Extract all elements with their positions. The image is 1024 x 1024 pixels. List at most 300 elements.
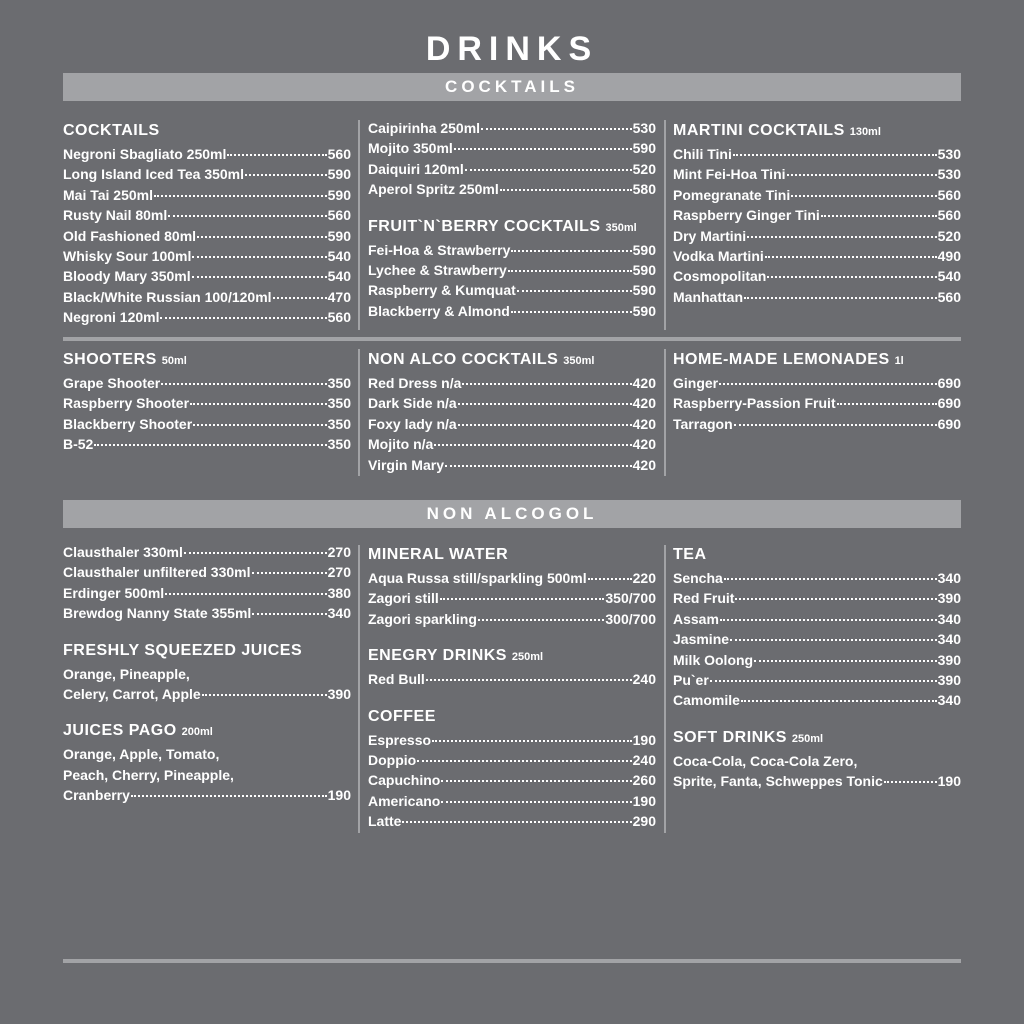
menu-item	[63, 785, 351, 805]
menu-item	[63, 307, 351, 327]
column-divider	[358, 349, 360, 476]
item-price: 390	[937, 590, 961, 607]
item-price: 490	[937, 247, 961, 264]
menu-section	[673, 725, 961, 792]
item-name: Long Island Iced Tea 350ml	[63, 166, 245, 183]
bottom-col-2	[368, 542, 656, 846]
dot-leader	[454, 147, 632, 150]
dot-leader	[432, 739, 632, 742]
dot-leader	[193, 423, 326, 426]
item-price: 240	[632, 751, 656, 768]
menu-item	[368, 301, 656, 321]
dot-leader	[465, 168, 632, 171]
item-price: 420	[632, 436, 656, 453]
section-title-text: HOME-MADE LEMONADES	[673, 351, 890, 368]
item-name: Virgin Mary	[368, 456, 444, 473]
item-price: 540	[327, 247, 351, 264]
section-title	[673, 347, 961, 373]
item-price: 690	[937, 375, 961, 391]
dot-leader	[462, 382, 631, 385]
menu-section	[673, 118, 961, 307]
dot-leader	[744, 296, 937, 299]
item-price: 590	[632, 140, 656, 157]
menu-item	[63, 205, 351, 225]
menu-section	[368, 704, 656, 832]
item-price: 390	[937, 671, 961, 688]
item-price: 560	[937, 186, 961, 203]
menu-item	[673, 185, 961, 205]
item-price: 470	[327, 288, 351, 305]
item-name: Aperol Spritz 250ml	[368, 181, 499, 198]
dot-leader	[508, 269, 632, 272]
dot-leader	[747, 235, 937, 238]
menu-item	[673, 588, 961, 608]
item-price: 530	[937, 146, 961, 162]
dot-leader	[837, 402, 937, 405]
section-title-text: ENEGRY DRINKS	[368, 647, 507, 665]
dot-leader	[184, 551, 327, 554]
section-title	[673, 725, 961, 751]
column-divider	[664, 545, 666, 833]
menu-section	[673, 347, 961, 434]
item-price: 420	[632, 395, 656, 412]
item-price: 520	[632, 160, 656, 177]
menu-item	[673, 568, 961, 588]
top-col-1	[63, 118, 351, 342]
menu-item	[368, 138, 656, 158]
section-title	[368, 542, 656, 568]
dot-leader	[458, 423, 632, 426]
item-price: 190	[937, 773, 961, 790]
menu-section	[368, 347, 656, 475]
item-price: 560	[327, 207, 351, 224]
item-name: Camomile	[673, 692, 740, 709]
section-title	[63, 638, 351, 664]
menu-item-line: Coca-Cola, Coca-Cola Zero,	[673, 752, 858, 769]
item-name: Rusty Nail 80ml	[63, 207, 168, 224]
menu-item	[673, 393, 961, 413]
item-price: 420	[632, 456, 656, 473]
item-name: Red Bull	[368, 671, 425, 688]
item-name: Sencha	[673, 570, 723, 586]
item-name: Mai Tai 250ml	[63, 186, 154, 203]
dot-leader	[273, 296, 327, 299]
item-name: Pomegranate Tini	[673, 186, 791, 203]
dot-leader	[481, 127, 632, 130]
item-price: 560	[327, 309, 351, 326]
column-divider	[664, 120, 666, 330]
menu-item-line: Peach, Cherry, Pineapple,	[63, 766, 234, 783]
menu-item	[673, 373, 961, 393]
item-price: 390	[327, 685, 351, 702]
dot-leader	[720, 618, 937, 621]
section-title-text: SOFT DRINKS	[673, 728, 787, 746]
dot-leader	[202, 693, 327, 696]
item-name: Dry Martini	[673, 227, 747, 244]
item-name: Whisky Sour 100ml	[63, 247, 192, 264]
dot-leader	[426, 678, 632, 681]
item-price: 340	[937, 610, 961, 627]
menu-item	[63, 164, 351, 184]
section-title-text: JUICES PAGO	[63, 722, 177, 740]
item-name: Mojito n/a	[368, 436, 434, 453]
dot-leader	[741, 699, 937, 702]
dot-leader	[787, 173, 937, 176]
item-name: Clausthaler 330ml	[63, 544, 183, 560]
menu-item-line: Orange, Apple, Tomato,	[63, 746, 220, 763]
section-title	[368, 704, 656, 730]
dot-leader	[252, 612, 326, 615]
footer-divider	[63, 959, 961, 963]
dot-leader	[500, 188, 632, 191]
item-price: 540	[937, 268, 961, 285]
item-name: Zagori still	[368, 590, 439, 607]
dot-leader	[821, 214, 937, 217]
item-price: 390	[937, 651, 961, 668]
item-price: 270	[327, 544, 351, 560]
section-title-text: COCKTAILS	[63, 122, 160, 139]
dot-leader	[160, 316, 326, 319]
item-price: 290	[632, 813, 656, 830]
menu-item	[673, 629, 961, 649]
menu-item	[673, 266, 961, 286]
dot-leader	[131, 794, 327, 797]
item-price: 220	[632, 570, 656, 586]
menu-item	[368, 280, 656, 300]
menu-item	[63, 185, 351, 205]
menu-item	[673, 246, 961, 266]
menu-item	[63, 542, 351, 562]
dot-leader	[588, 577, 632, 580]
mid-col-2	[368, 347, 656, 489]
menu-item	[63, 603, 351, 623]
dot-leader	[478, 618, 604, 621]
item-price: 590	[327, 227, 351, 244]
menu-item	[63, 562, 351, 582]
section-volume: 1l	[894, 355, 904, 367]
item-name: Raspberry & Kumquat	[368, 282, 516, 299]
section-volume: 250ml	[791, 732, 824, 745]
non-alcogol-band: NON ALCOGOL	[63, 500, 961, 528]
item-price: 190	[632, 731, 656, 748]
item-name: Fei-Hoa & Strawberry	[368, 241, 511, 258]
item-price: 590	[632, 261, 656, 278]
item-price: 590	[632, 302, 656, 319]
menu-item	[673, 287, 961, 307]
item-price: 190	[327, 787, 351, 804]
item-price: 690	[937, 415, 961, 432]
menu-item	[368, 260, 656, 280]
section-volume: 350ml	[563, 355, 595, 367]
dot-leader	[441, 800, 631, 803]
section-title-text: FRUIT`N`BERRY COCKTAILS	[368, 217, 601, 235]
item-name: Lychee & Strawberry	[368, 261, 507, 278]
dot-leader	[511, 310, 632, 313]
section-title	[368, 643, 656, 669]
menu-item	[368, 568, 656, 588]
item-price: 340	[327, 605, 351, 622]
section-title	[63, 347, 351, 373]
dot-leader	[511, 249, 631, 252]
item-name: Raspberry Shooter	[63, 395, 190, 412]
section-title	[368, 214, 656, 240]
item-name: Sprite, Fanta, Schweppes Tonic	[673, 773, 883, 790]
dot-leader	[445, 464, 632, 467]
menu-item	[673, 771, 961, 791]
item-price: 590	[632, 241, 656, 258]
item-name: Blackberry Shooter	[63, 415, 193, 432]
item-name: Pu`er	[673, 671, 709, 688]
menu-section	[63, 638, 351, 705]
dot-leader	[161, 382, 326, 385]
item-name: Cranberry	[63, 787, 130, 804]
mid-col-1	[63, 347, 351, 469]
item-price: 260	[632, 772, 656, 789]
item-price: 240	[632, 671, 656, 688]
menu-section	[63, 118, 351, 328]
item-name: Blackberry & Almond	[368, 302, 510, 319]
dot-leader	[735, 597, 936, 600]
item-name: Clausthaler unfiltered 330ml	[63, 564, 251, 581]
item-name: Manhattan	[673, 288, 743, 305]
item-name: Tarragon	[673, 415, 733, 432]
item-name: B-52	[63, 436, 94, 453]
item-price: 350	[327, 415, 351, 432]
item-name: Aqua Russa still/sparkling 500ml	[368, 570, 587, 586]
column-divider	[664, 349, 666, 476]
menu-item	[368, 750, 656, 770]
item-name: Raspberry-Passion Fruit	[673, 395, 836, 412]
section-title	[673, 118, 961, 144]
item-price: 300/700	[605, 610, 656, 627]
item-name: Red Dress n/a	[368, 375, 462, 391]
item-price: 350/700	[605, 590, 656, 607]
menu-item	[673, 226, 961, 246]
menu-item	[673, 609, 961, 629]
menu-item	[63, 226, 351, 246]
dot-leader	[168, 214, 326, 217]
item-name: Chili Tini	[673, 146, 732, 162]
item-price: 340	[937, 692, 961, 709]
menu-item	[368, 770, 656, 790]
menu-item	[673, 144, 961, 164]
menu-item	[63, 583, 351, 603]
item-name: Erdinger 500ml	[63, 584, 165, 601]
menu-item	[368, 791, 656, 811]
bottom-col-1	[63, 542, 351, 820]
dot-leader	[754, 659, 937, 662]
section-volume: 50ml	[161, 355, 187, 367]
item-price: 580	[632, 181, 656, 198]
item-price: 340	[937, 570, 961, 586]
dot-leader	[765, 255, 937, 258]
dot-leader	[791, 194, 936, 197]
dot-leader	[767, 275, 936, 278]
item-price: 560	[937, 207, 961, 224]
item-price: 340	[937, 631, 961, 648]
dot-leader	[458, 402, 632, 405]
item-name: Mint Fei-Hoa Tini	[673, 166, 786, 183]
menu-item	[673, 164, 961, 184]
dot-leader	[402, 820, 631, 823]
menu-item	[63, 144, 351, 164]
menu-item	[63, 246, 351, 266]
menu-item	[368, 393, 656, 413]
menu-item	[63, 684, 351, 704]
menu-item	[368, 373, 656, 393]
dot-leader	[154, 194, 327, 197]
dot-leader	[245, 173, 327, 176]
mid-col-3	[673, 347, 961, 448]
item-price: 690	[937, 395, 961, 412]
item-price: 590	[632, 282, 656, 299]
dot-leader	[724, 577, 937, 580]
menu-item	[368, 179, 656, 199]
item-name: Assam	[673, 610, 719, 627]
dot-leader	[94, 443, 326, 446]
item-name: Cosmopolitan	[673, 268, 767, 285]
menu-section	[368, 542, 656, 629]
menu-item-line: Orange, Pineapple,	[63, 665, 190, 682]
item-name: Americano	[368, 792, 441, 809]
section-volume: 200ml	[181, 726, 213, 739]
item-name: Milk Oolong	[673, 651, 754, 668]
bottom-col-3	[673, 542, 961, 806]
column-divider	[358, 545, 360, 833]
menu-section	[368, 214, 656, 322]
section-volume: 350ml	[605, 221, 637, 234]
item-name: Red Fruit	[673, 590, 735, 607]
dot-leader	[734, 423, 937, 426]
menu-item	[63, 393, 351, 413]
item-name: Negroni Sbagliato 250ml	[63, 146, 227, 162]
menu-item	[63, 266, 351, 286]
dot-leader	[730, 638, 937, 641]
item-name: Doppio	[368, 751, 417, 768]
item-name: Espresso	[368, 731, 432, 748]
dot-leader	[197, 235, 327, 238]
dot-leader	[165, 592, 326, 595]
menu-section	[63, 718, 351, 805]
menu-item	[673, 650, 961, 670]
section-title-text: NON ALCO COCKTAILS	[368, 351, 559, 368]
menu-item	[368, 588, 656, 608]
item-name: Caipirinha 250ml	[368, 120, 481, 136]
menu-item	[673, 205, 961, 225]
section-title-text: MINERAL WATER	[368, 546, 509, 563]
section-title	[368, 347, 656, 373]
item-name: Mojito 350ml	[368, 140, 453, 157]
item-price: 420	[632, 415, 656, 432]
menu-item	[368, 118, 656, 138]
section-title	[673, 542, 961, 568]
section-title-text: MARTINI COCKTAILS	[673, 122, 845, 139]
section-volume: 250ml	[511, 651, 544, 664]
item-name: Jasmine	[673, 631, 730, 648]
menu-item	[368, 240, 656, 260]
menu-section	[368, 118, 656, 200]
dot-leader	[733, 153, 937, 156]
column-divider	[358, 120, 360, 330]
dot-leader	[517, 289, 632, 292]
dot-leader	[252, 571, 327, 574]
top-col-2	[368, 118, 656, 335]
cocktails-band: COCKTAILS	[63, 73, 961, 101]
item-price: 530	[937, 166, 961, 183]
menu-item	[63, 434, 351, 454]
item-price: 350	[327, 436, 351, 453]
top-col-3	[673, 118, 961, 321]
section-volume: 130ml	[849, 126, 881, 138]
page-title: DRINKS	[425, 30, 599, 68]
menu-section	[673, 542, 961, 711]
item-name: Capuchino	[368, 772, 441, 789]
dot-leader	[417, 759, 631, 762]
item-price: 270	[327, 564, 351, 581]
menu-item	[368, 159, 656, 179]
menu-item	[368, 434, 656, 454]
item-price: 350	[327, 375, 351, 391]
menu-item	[368, 455, 656, 475]
menu-item	[368, 730, 656, 750]
dot-leader	[434, 443, 631, 446]
section-title	[63, 718, 351, 744]
item-name: Grape Shooter	[63, 375, 161, 391]
item-name: Old Fashioned 80ml	[63, 227, 197, 244]
menu-item	[368, 414, 656, 434]
menu-item	[368, 609, 656, 629]
item-name: Negroni 120ml	[63, 309, 160, 326]
item-price: 590	[327, 186, 351, 203]
item-name: Bloody Mary 350ml	[63, 268, 191, 285]
section-title-text: COFFEE	[368, 707, 436, 725]
item-name: Foxy lady n/a	[368, 415, 457, 432]
section-title-text: TEA	[673, 546, 707, 563]
dot-leader	[719, 382, 937, 385]
item-price: 560	[327, 146, 351, 162]
menu-item	[368, 811, 656, 831]
item-price: 190	[632, 792, 656, 809]
dot-leader	[190, 402, 327, 405]
dot-leader	[192, 275, 327, 278]
section-title-text: SHOOTERS	[63, 351, 157, 368]
section-divider	[63, 337, 961, 341]
menu-item	[673, 670, 961, 690]
item-name: Dark Side n/a	[368, 395, 457, 412]
item-price: 380	[327, 584, 351, 601]
menu-section	[368, 643, 656, 689]
dot-leader	[710, 679, 937, 682]
item-price: 420	[632, 375, 656, 391]
item-price: 530	[632, 120, 656, 136]
menu-section	[63, 347, 351, 455]
menu-item	[673, 690, 961, 710]
item-price: 590	[327, 166, 351, 183]
item-name: Raspberry Ginger Tini	[673, 207, 820, 224]
menu-item	[368, 669, 656, 689]
item-price: 350	[327, 395, 351, 412]
dot-leader	[440, 597, 605, 600]
dot-leader	[884, 780, 937, 783]
item-name: Daiquiri 120ml	[368, 160, 464, 177]
item-price: 520	[937, 227, 961, 244]
dot-leader	[227, 153, 326, 156]
item-name: Celery, Carrot, Apple	[63, 685, 201, 702]
menu-item	[63, 287, 351, 307]
item-name: Zagori sparkling	[368, 610, 477, 627]
item-name: Vodka Martini	[673, 247, 764, 264]
dot-leader	[441, 779, 631, 782]
